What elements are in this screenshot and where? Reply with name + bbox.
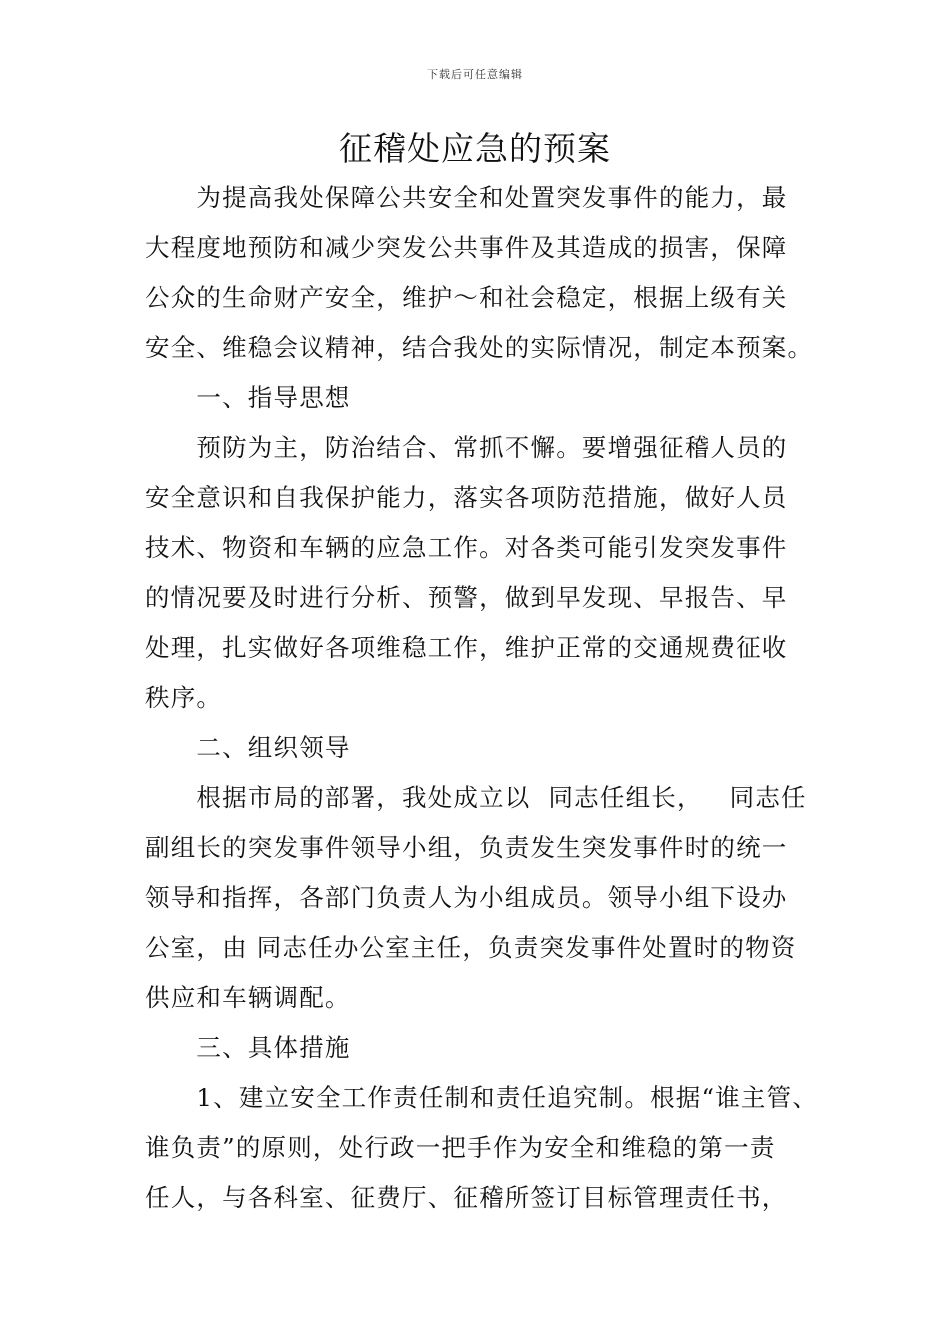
body-line: 大程度地预防和减少突发公共事件及其造成的损害，保障 — [145, 233, 788, 262]
body-line: 任人，与各科室、征费厅、征稽所签订目标管理责任书， — [145, 1183, 788, 1212]
body-line: 根据市局的部署，我处成立以 同志任组长， 同志任 — [145, 783, 807, 812]
body-line: 谁负责”的原则，处行政一把手作为安全和维稳的第一责 — [145, 1133, 776, 1162]
body-line: 副组长的突发事件领导小组，负责发生突发事件时的统一 — [145, 833, 788, 862]
section-heading: 一、指导思想 — [145, 383, 351, 412]
body-line: 安全、维稳会议精神，结合我处的实际情况，制定本预案。 — [145, 333, 814, 362]
body-line: 公室，由 同志任办公室主任，负责突发事件处置时的物资 — [145, 933, 797, 962]
body-line: 领导和指挥，各部门负责人为小组成员。领导小组下设办 — [145, 883, 788, 912]
body-line: 公众的生命财产安全，维护～和社会稳定，根据上级有关 — [145, 283, 788, 312]
section-heading: 二、组织领导 — [145, 733, 351, 762]
body-line: 供应和车辆调配。 — [145, 983, 351, 1012]
body-line: 技术、物资和车辆的应急工作。对各类可能引发突发事件 — [145, 533, 788, 562]
body-line: 安全意识和自我保护能力，落实各项防范措施，做好人员 — [145, 483, 788, 512]
body-line: 1、建立安全工作责任制和责任追究制。根据“谁主管、 — [145, 1083, 819, 1112]
section-heading: 三、具体措施 — [145, 1033, 351, 1062]
body-line: 秩序。 — [145, 683, 223, 712]
header-note: 下载后可任意编辑 — [427, 68, 523, 81]
body-line: 为提高我处保障公共安全和处置突发事件的能力，最 — [145, 183, 788, 212]
body-line: 处理，扎实做好各项维稳工作，维护正常的交通规费征收 — [145, 633, 788, 662]
document-title: 征稽处应急的预案 — [339, 129, 611, 168]
body-line: 的情况要及时进行分析、预警，做到早发现、早报告、早 — [145, 583, 788, 612]
body-line: 预防为主，防治结合、常抓不懈。要增强征稽人员的 — [145, 433, 788, 462]
